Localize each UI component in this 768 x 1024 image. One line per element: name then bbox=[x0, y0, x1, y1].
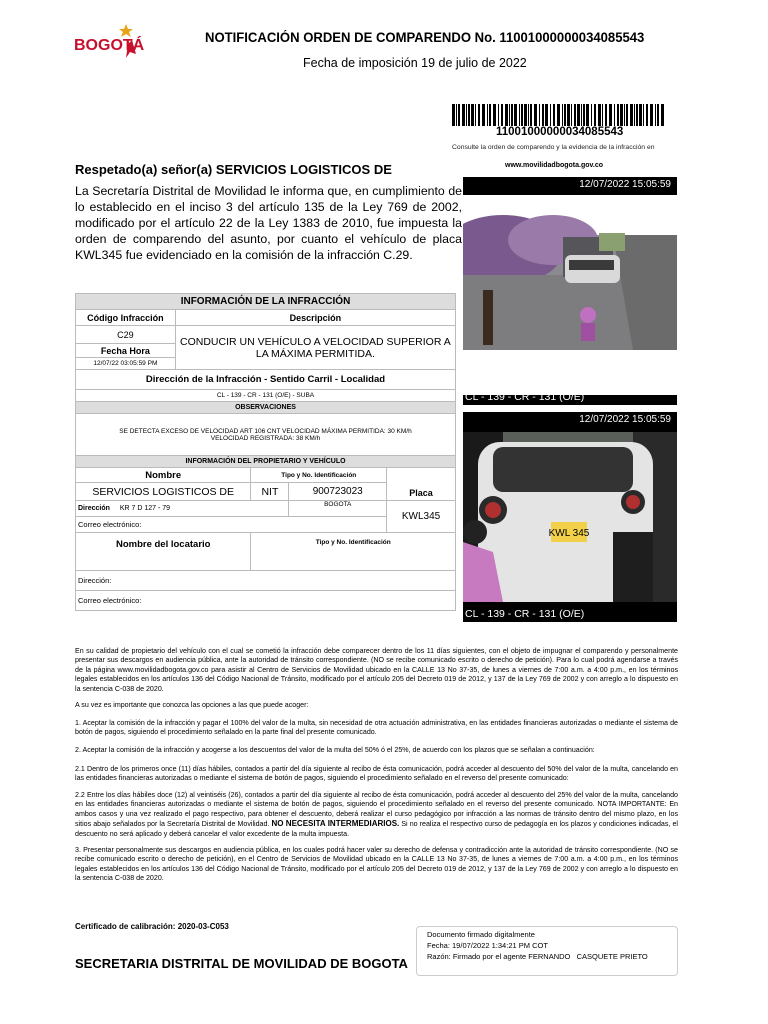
street-scene-image bbox=[463, 195, 677, 395]
imposition-date: Fecha de imposición 19 de julio de 2022 bbox=[303, 56, 527, 70]
direccion-label: Dirección bbox=[78, 505, 110, 512]
paragraph-opcion-2: 2. Aceptar la comisión de la infracción y acogerse a los descuentos del valor de la multa del 50% ó el 25%, de acuerdo con los plazos que se señalan a continuación: bbox=[75, 746, 595, 754]
paragraph-opcion-2-2-text: 2.2 Entre los días hábiles doce (12) al veintiséis (26), contados a partir del día siguiente al recibo de ésta comunicación, podrá acceder al descuento del 25% del valor de la multa, cancelando en las entidades financieras autorizadas o mediante el sistema de botón de pagos, siguiendo el procedimiento señalado en el reverso del presente comunicado. NOTA IMPORTANTE: En ambos casos y una vez realizado el pago respectivo, para obtener el descuento, deberá realizar el curso pedagógico por infracción a las normas de tránsito dentro del mismo plazo, en los sitios abajo señalados por la Secretaría Distrital de Movilidad. bbox=[75, 791, 678, 829]
signature-line-2: Fecha: 19/07/2022 1:34:21 PM COT bbox=[427, 941, 548, 950]
codigo-label: Código Infracción bbox=[76, 310, 176, 326]
fecha-value: 12/07/22 03:05:59 PM bbox=[76, 358, 176, 370]
correo-label: Correo electrónico: bbox=[76, 517, 387, 533]
barcode bbox=[452, 104, 666, 126]
observaciones-line-2: VELOCIDAD REGISTRADA: 38 KM/h bbox=[210, 434, 321, 442]
consult-text: Consulte la orden de comparendo y la evidencia de la infracción en bbox=[452, 144, 655, 151]
photo-location: CL - 139 - CR - 131 (O/E) bbox=[465, 608, 585, 620]
digital-signature-box bbox=[416, 926, 678, 976]
paragraph-comparecer: En su calidad de propietario del vehículo con el cual se cometió la infracción debe comparecer dentro de los 11 días siguientes, con el objeto de impugnar el comparendo y personalmente presentar sus descargos en audiencia pública, ante la autoridad de tránsito correspondiente. (NO se recibe comunicado escrito o derecho de petición). Para lo cual podrá agendarse a través de la página www.movilidadbogota.gov.co para asistir al Centro de Servicios de Movilidad ubicado en la CALLE 13 No 37-35, de lunes a viernes de 7:00 a.m. a 4:00 p.m., en los términos legales establecidos en los artículos 136 del Código Nacional de Tránsito, modificado por el artículo 205 del Decreto 019 de 2012, y 137 de la Ley 769 de 2002 y con arreglo a lo dispuesto en la sentencia C-038 de 2020. bbox=[75, 647, 678, 693]
tipo-value: NIT bbox=[251, 483, 289, 501]
direccion-infraccion-label: Dirección de la Infracción - Sentido Carril - Localidad bbox=[76, 370, 456, 390]
logo-text: BOGOTÁ bbox=[74, 37, 145, 54]
paragraph-opcion-2-2-tail: Si no realiza el respectivo curso de pedagogía en los plazos y condiciones indicadas, el descuento no será aplicado y deberá cancelar el valor excedente de la multa impuesta. bbox=[75, 820, 678, 838]
codigo-value: C29 bbox=[76, 326, 176, 344]
direccion-value: KR 7 D 127 - 79 bbox=[119, 505, 171, 512]
tipo-label: Tipo y No. Identificación bbox=[251, 468, 387, 483]
fecha-label: Fecha Hora bbox=[76, 344, 176, 358]
barcode-number: 11001000000034085543 bbox=[496, 126, 624, 138]
locatario-tipo-label: Tipo y No. Identificación bbox=[251, 533, 456, 571]
vehicle-closeup-image bbox=[463, 432, 677, 602]
paragraph-opcion-3: 3. Presentar personalmente sus descargos en audiencia pública, en los cuales podrá hacer valer su derecho de defensa y contradicción ante la autoridad de tránsito correspondiente. (NO se recibe comunicado escrito o derecho de petición), en el Centro de Servicios de Movilidad ubicado en la CALLE 13 No 37-35, de lunes a viernes de 7:00 a.m. a 4:00 p.m., en los términos legales establecidos en los artículos 136 del Código Nacional de Tránsito, modificado por el artículo 205 del Decreto 019 de 2012, y 137 de la Ley 769 de 2002 y con arreglo a lo dispuesto en la sentencia C-038 de 2020. bbox=[75, 846, 678, 883]
observaciones-value bbox=[76, 414, 456, 456]
calibration-certificate: Certificado de calibración: 2020-03-C053 bbox=[75, 922, 229, 931]
document-title: NOTIFICACIÓN ORDEN DE COMPARENDO No. 11001000000034085543 bbox=[205, 30, 645, 45]
paragraph-opcion-2-2 bbox=[75, 791, 678, 839]
ciudad-value: BOGOTA bbox=[289, 501, 387, 517]
footer-title: SECRETARIA DISTRITAL DE MOVILIDAD DE BOGOTA bbox=[75, 956, 408, 971]
signature-line-1: Documento firmado digitalmente bbox=[427, 930, 535, 939]
no-intermediarios: NO NECESITA INTERMEDIARIOS. bbox=[271, 819, 400, 829]
direccion-propietario bbox=[76, 501, 289, 517]
descripcion-value: CONDUCIR UN VEHÍCULO A VELOCIDAD SUPERIOR A LA MÁXIMA PERMITIDA. bbox=[175, 326, 455, 370]
section-propietario: INFORMACIÓN DEL PROPIETARIO Y VEHÍCULO bbox=[76, 456, 456, 468]
svg-text:KWL 345: KWL 345 bbox=[548, 528, 590, 539]
descripcion-label: Descripción bbox=[175, 310, 455, 326]
observaciones-label: OBSERVACIONES bbox=[76, 402, 456, 414]
intro-paragraph: La Secretaría Distrital de Movilidad le informa que, en cumplimiento de lo establecido en el inciso 3 del artículo 135 de la Ley 769 de 2002, modificado por el artículo 22 de la Ley 1383 de 2010, fue impuesta la orden de comparendo del asunto, por cuanto el vehículo de placa KWL345 fue evidenciado en la comisión de la infracción C.29. bbox=[75, 184, 462, 262]
paragraph-opciones: A su vez es importante que conozca las opciones a las que puede acoger: bbox=[75, 701, 309, 709]
section-infraccion: INFORMACIÓN DE LA INFRACCIÓN bbox=[76, 294, 456, 310]
evidence-photo-1 bbox=[463, 177, 677, 405]
numero-value: 900723023 bbox=[289, 483, 387, 501]
locatario-nombre-label: Nombre del locatario bbox=[76, 533, 251, 571]
evidence-photo-2 bbox=[463, 412, 677, 622]
signature-line-3: Razón: Firmado por el agente FERNANDO CASQUETE PRIETO bbox=[427, 952, 648, 961]
nombre-value: SERVICIOS LOGISTICOS DE bbox=[76, 483, 251, 501]
website-link[interactable]: www.movilidadbogota.gov.co bbox=[505, 162, 604, 169]
paragraph-opcion-1: 1. Aceptar la comisión de la infracción y pagar el 100% del valor de la multa, sin necesidad de otra actuación administrativa, en las entidades financieras autorizadas o mediante el sistema de botón de pagos, siguiendo el procedimiento señalado en la parte final del presente comunicado. bbox=[75, 719, 678, 737]
photo-timestamp: 12/07/2022 15:05:59 bbox=[579, 414, 671, 425]
locatario-correo-label: Correo electrónico: bbox=[76, 591, 456, 611]
nombre-label: Nombre bbox=[76, 468, 251, 483]
paragraph-opcion-2-1: 2.1 Dentro de los primeros once (11) días hábiles, contados a partir del día siguiente al recibo de ésta comunicación, podrá acceder al descuento del 50% del valor de la multa, cancelando en las entidades financieras autorizadas o mediante el sistema de botón de pagos, siguiendo el procedimiento señalado en el reverso del presente comunicado: bbox=[75, 765, 678, 783]
photo-timestamp: 12/07/2022 15:05:59 bbox=[579, 179, 671, 190]
photo-location: CL - 139 - CR - 131 (O/E) bbox=[465, 391, 585, 403]
locatario-direccion-label: Dirección: bbox=[76, 571, 456, 591]
salutation: Respetado(a) señor(a) SERVICIOS LOGISTICOS DE bbox=[75, 162, 392, 177]
placa-value: KWL345 bbox=[387, 501, 456, 533]
placa-label: Placa bbox=[387, 468, 456, 501]
observaciones-line-1: SE DETECTA EXCESO DE VELOCIDAD ART 106 CNT VELOCIDAD MÁXIMA PERMITIDA: 30 KM/h bbox=[119, 427, 412, 435]
infraction-table bbox=[75, 293, 456, 611]
direccion-infraccion-value: CL - 139 - CR - 131 (O/E) - SUBA bbox=[76, 390, 456, 402]
